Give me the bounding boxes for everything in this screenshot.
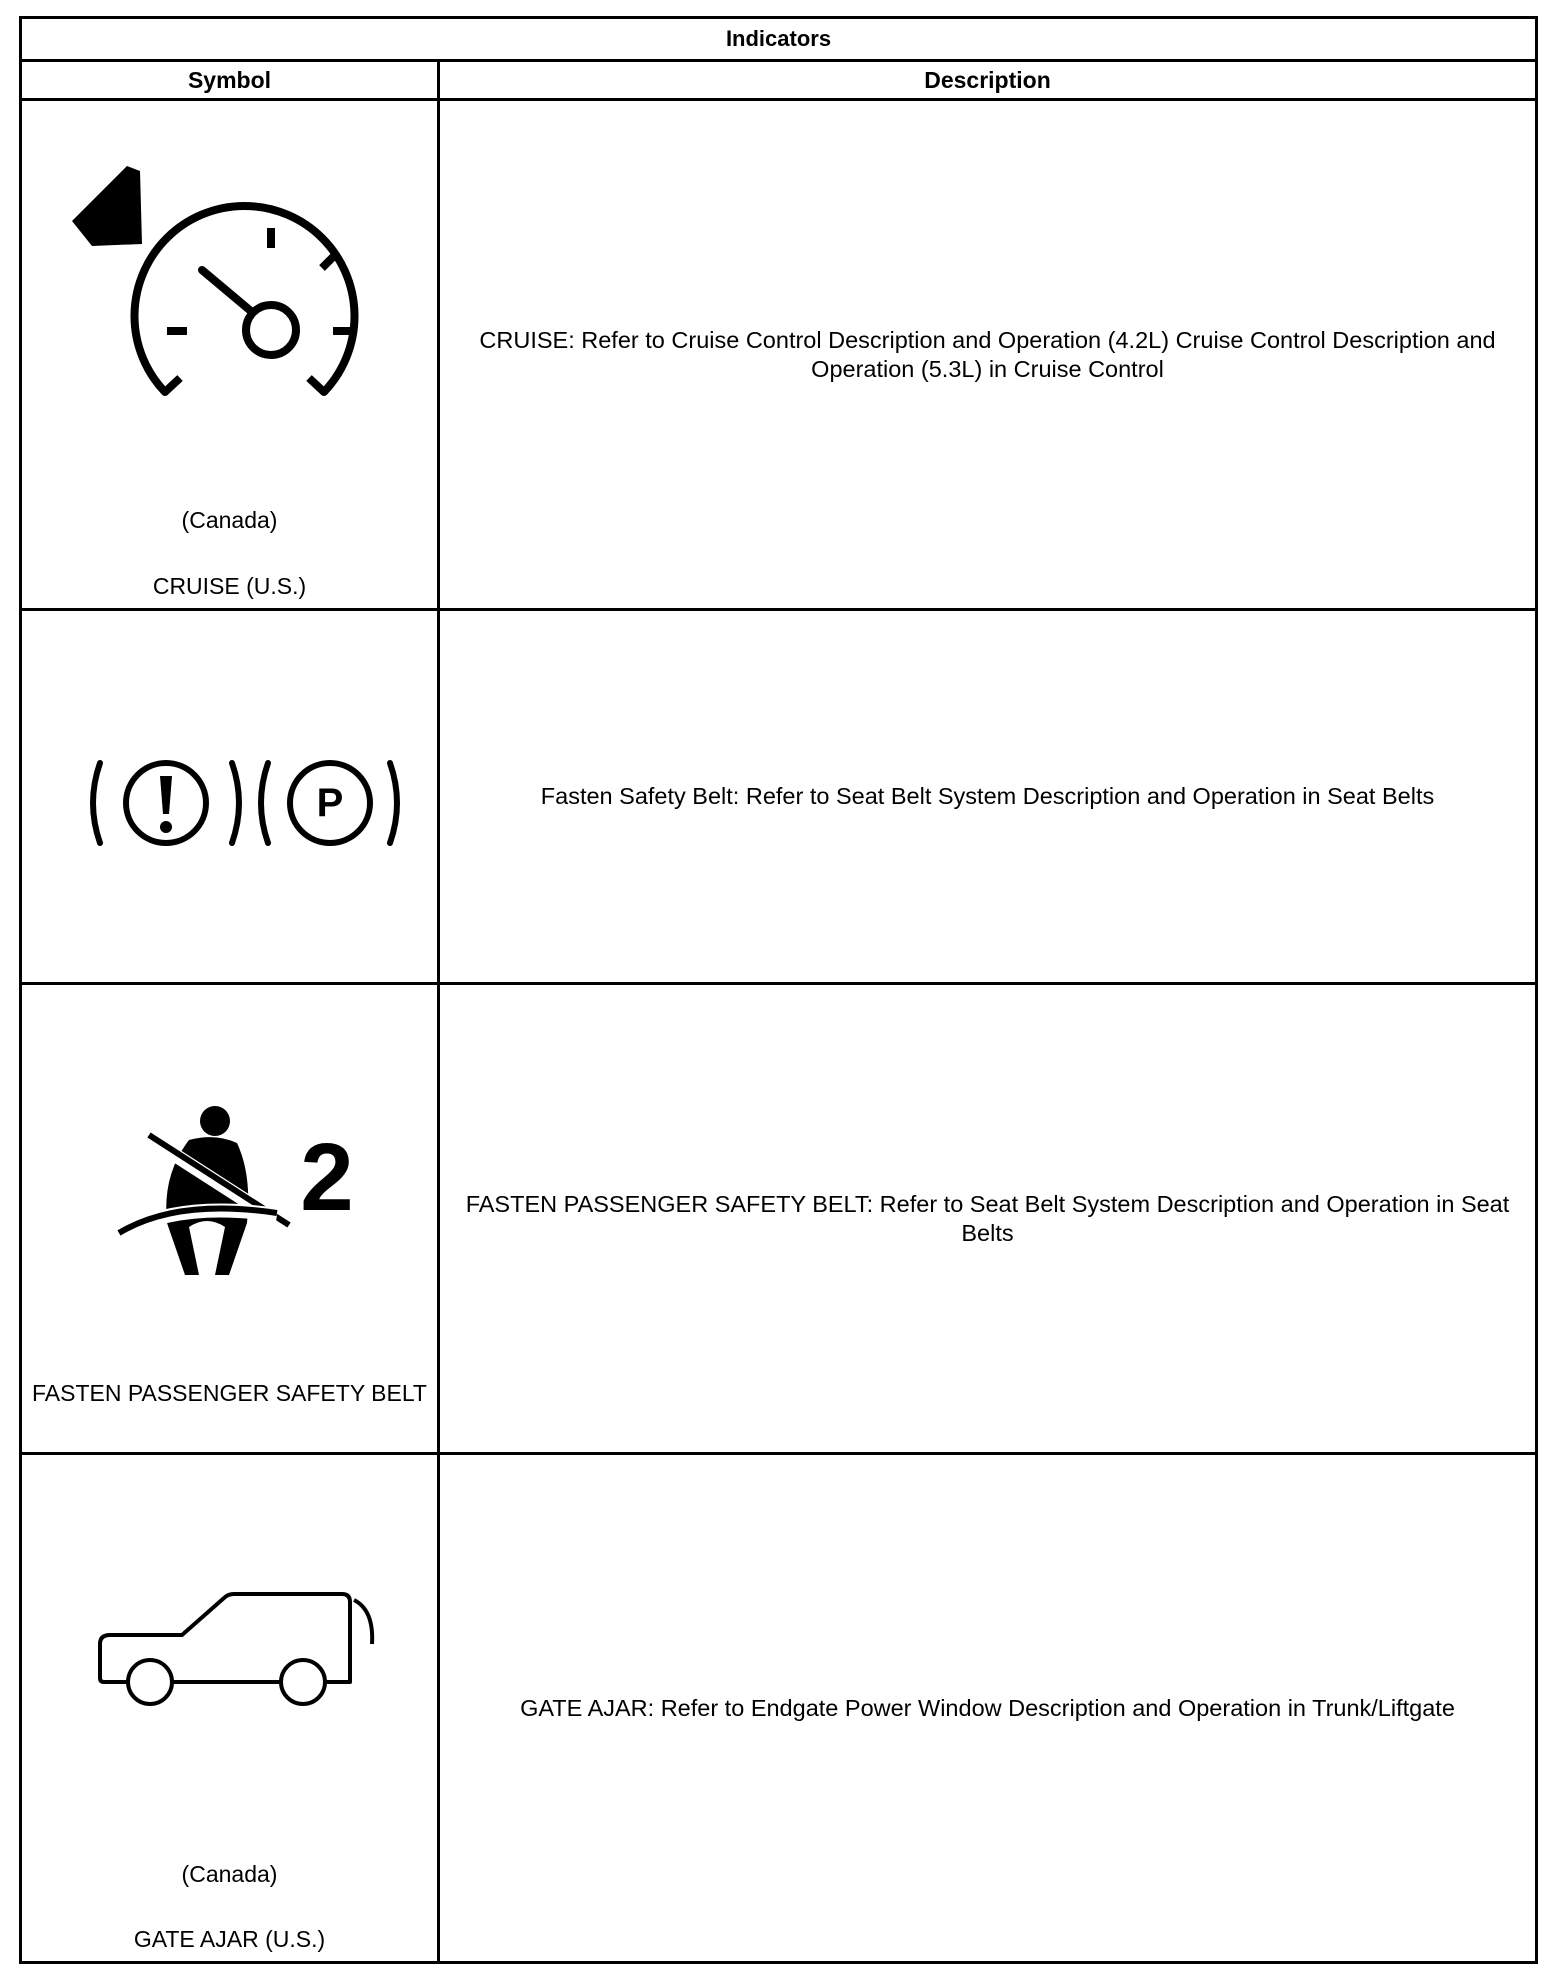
symbol-cell (21, 100, 439, 610)
description-cell: CRUISE: Refer to Cruise Control Description and Operation (4.2L) Cruise Control Description and Operation (5.3L) in Cruise Control (439, 100, 1537, 610)
cruise-control-speedometer-icon (72, 166, 372, 426)
vehicle-gate-ajar-icon (92, 1580, 392, 1720)
symbol-column-header: Symbol (21, 61, 439, 100)
table-row (21, 984, 1537, 1454)
parking-letter: P (316, 781, 344, 825)
table-row (21, 610, 1537, 984)
symbol-note-us: CRUISE (U.S.) (152, 573, 307, 599)
indicators-sheet (19, 16, 1535, 1964)
symbol-cell (21, 1454, 439, 1963)
table-row (21, 1454, 1537, 1963)
table-header-row (21, 61, 1537, 100)
symbol-cell (21, 984, 439, 1454)
description-cell: Fasten Safety Belt: Refer to Seat Belt System Description and Operation in Seat Belts (439, 610, 1537, 984)
table-caption-row (21, 18, 1537, 61)
symbol-note-canada: (Canada) (181, 507, 278, 533)
indicators-table (19, 16, 1538, 1964)
passenger-seat-belt-icon (117, 1105, 357, 1295)
description-cell: FASTEN PASSENGER SAFETY BELT: Refer to Seat Belt System Description and Operation in Seat Belts (439, 984, 1537, 1454)
symbol-note-canada: (Canada) (181, 1861, 278, 1887)
symbol-cell (21, 610, 439, 984)
table-row (21, 100, 1537, 610)
description-cell: GATE AJAR: Refer to Endgate Power Window Description and Operation in Trunk/Liftgate (439, 1454, 1537, 1963)
table-caption: Indicators (21, 18, 1537, 61)
symbol-note-us: GATE AJAR (U.S.) (133, 1926, 326, 1952)
parking-brake-icon (261, 763, 397, 843)
symbol-note-label: FASTEN PASSENGER SAFETY BELT (32, 1380, 427, 1406)
passenger-number: 2 (300, 1124, 354, 1231)
exclamation-circle-icon (93, 763, 239, 843)
description-column-header: Description (439, 61, 1537, 100)
safety-belt-warning-icons (82, 751, 402, 861)
